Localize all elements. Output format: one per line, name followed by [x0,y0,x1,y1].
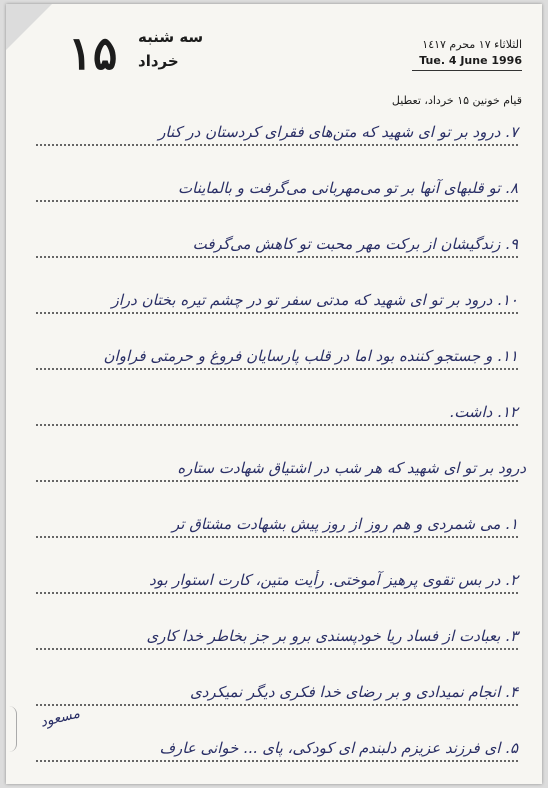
ruled-line [36,514,518,538]
handwritten-text: ۷. درود بر تو ای شهید که متن‌های فقرای کردستان در کنار [158,123,518,141]
signature: مسعود [38,705,82,731]
ruled-line [36,402,518,426]
ruled-line [36,178,518,202]
ruled-line [36,570,518,594]
hijri-date: الثلاثاء ١٧ محرم ١٤١٧ [422,38,522,51]
ruled-line [36,682,518,706]
date-divider [412,70,522,71]
handwritten-text: ۱۰. درود بر تو ای شهید که مدتی سفر تو در چشم تیره بختان دراز [111,291,518,309]
handwritten-text: ۲. در بس تقوی پرهیز آموختی. رأیت متین، کارت استوار بود [149,571,518,589]
ruled-line [36,234,518,258]
weekday-label: سه شنبه [138,28,204,46]
clip-mark [6,706,17,752]
folded-corner [6,4,52,50]
ruled-line [36,122,518,146]
ruled-line [36,290,518,314]
ruled-line [36,626,518,650]
handwritten-text: ۹. زندگیشان از برکت مهر محبت تو کاهش می‌گرفت [192,235,518,253]
handwritten-text: ۳. بعبادت از فساد ریا خودپسندی برو بر جز بخاطر خدا کاری [146,627,518,645]
handwritten-text: ۱. می شمردی و هم روز از روز پیش بشهادت مشتاق تر [171,515,518,533]
event-caption: قیام خونین ۱۵ خرداد، تعطیل [391,94,522,107]
ruled-line [36,738,518,762]
ruled-line [36,458,526,482]
handwritten-text: درود بر تو ای شهید که هر شب در اشتیاق شهادت ستاره [177,459,526,477]
notebook-page [6,4,542,784]
handwritten-text: ۸. تو قلبهای آنها بر تو می‌مهربانی می‌گرفت و بالماینات [178,179,518,197]
handwritten-text: ۵. ای فرزند عزیزم دلبندم ای کودکی، پای ... خوانی عارف [159,739,518,757]
handwritten-text: ۱۱. و جستجو کننده بود اما در قلب پارسایان فروغ و حرمتی فراوان [103,347,518,365]
handwritten-text: ۴. انجام نمیدادی و بر رضای خدا فکری دیگر نمیکردی [190,683,518,701]
handwritten-text: ۱۲. داشت. [449,403,518,421]
ruled-line [36,346,518,370]
month-label: خرداد [138,52,179,70]
day-number: ۱۵ [68,26,118,80]
gregorian-date: Tue. 4 June 1996 [419,54,522,67]
